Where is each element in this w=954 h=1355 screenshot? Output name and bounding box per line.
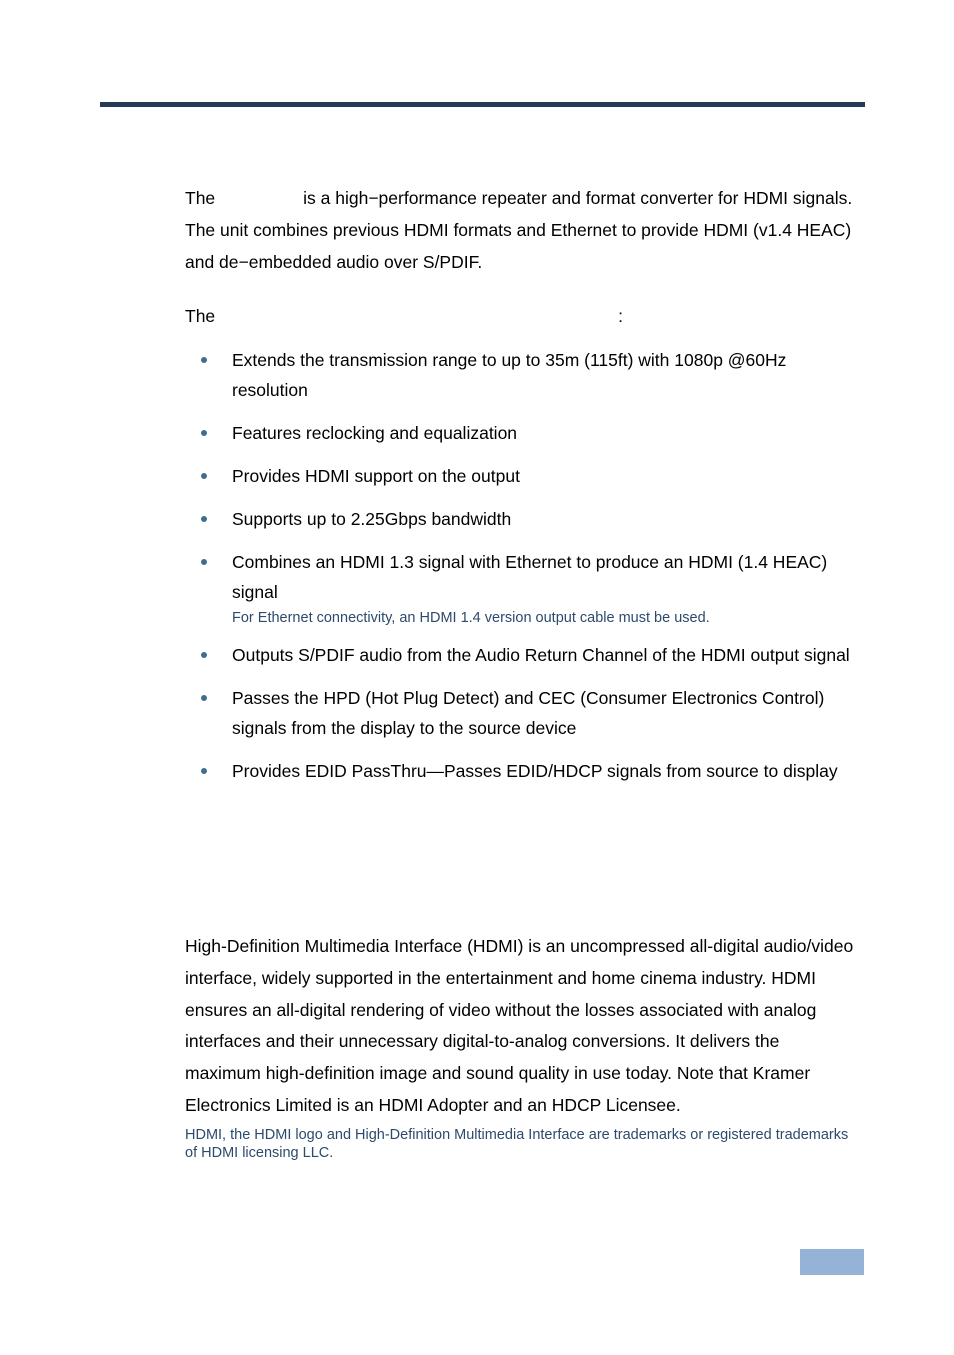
feature-item [185,345,857,405]
bullet-icon [201,473,207,479]
feature-item [185,461,857,491]
feature-text: Combines an HDMI 1.3 signal with Ethernet to produce an HDMI (1.4 HEAC) signal [232,552,828,602]
bullet-icon [201,516,207,522]
feature-text: Provides EDID PassThru—Passes EDID/HDCP signals from source to display [232,761,838,781]
header-rule [100,102,865,107]
features-list [185,345,857,799]
feature-text: Supports up to 2.25Gbps bandwidth [232,509,512,529]
bullet-icon [201,430,207,436]
feature-text: Provides HDMI support on the output [232,466,520,486]
feature-item [185,683,857,743]
feature-item [185,640,857,670]
bullet-icon [201,652,207,658]
features-lead-word: The [185,306,216,326]
intro-lead-word: The [185,188,216,208]
intro-paragraph [185,182,857,278]
feature-item [185,547,857,627]
page-number-tab [800,1249,864,1275]
features-lead-in [185,300,857,332]
feature-item [185,418,857,448]
feature-item [185,504,857,534]
feature-text: Passes the HPD (Hot Plug Detect) and CEC (Consumer Electronics Control) signals from the display to the source device [232,688,825,738]
trademark-footnote: HDMI, the HDMI logo and High-Definition Multimedia Interface are trademarks or registered trademarks of HDMI licensing LLC. [185,1127,849,1161]
feature-item [185,756,857,786]
feature-text: Features reclocking and equalization [232,423,518,443]
bullet-icon [201,695,207,701]
feature-note: For Ethernet connectivity, an HDMI 1.4 version output cable must be used. [232,610,710,626]
bullet-icon [201,357,207,363]
features-lead-colon: : [618,306,624,326]
bullet-icon [201,559,207,565]
intro-text: is a high−performance repeater and format converter for HDMI signals. The unit combines previous HDMI formats and Ethernet to provide HDMI (v1.4 HEAC) and de−embedded audio over S/PDIF. [185,188,853,272]
hdmi-paragraph: High-Definition Multimedia Interface (HDMI) is an uncompressed all-digital audio/video interface, widely supported in the entertainment and home cinema industry. HDMI ensures an all-digital rendering of video without the losses associated with analog interfaces and their unnecessary digital-to-analog conversions. It delivers the maximum high-definition image and sound quality in use today. Note that Kramer Electronics Limited is an HDMI Adopter and an HDCP Licensee. [185,936,854,1115]
feature-text: Extends the transmission range to up to 35m (115ft) with 1080p @60Hz resolution [232,350,787,400]
bullet-icon [201,768,207,774]
feature-text: Outputs S/PDIF audio from the Audio Return Channel of the HDMI output signal [232,645,850,665]
